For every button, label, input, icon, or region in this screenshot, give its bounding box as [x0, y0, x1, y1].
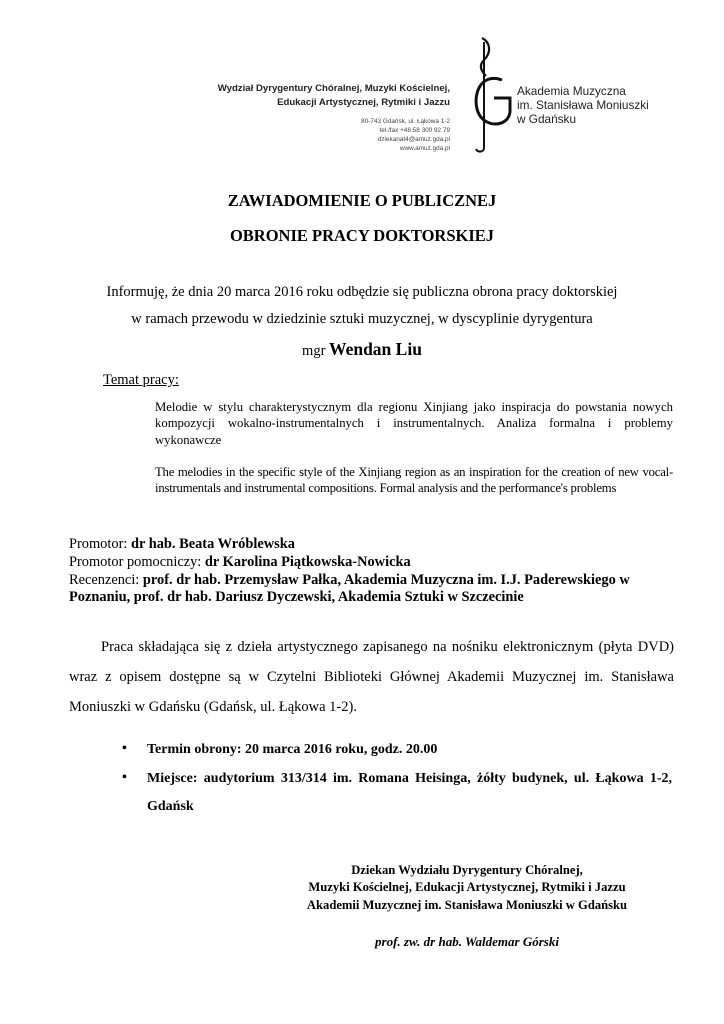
intro-line2: w ramach przewodu w dziedzinie sztuki muzycznej, w dyscyplinie dyrygentura — [131, 311, 593, 327]
defense-place: Miejsce: audytorium 313/314 im. Romana Heisinga, żółty budynek, ul. Łąkowa 1-2, Gdańsk — [147, 771, 672, 814]
candidate-line — [0, 339, 724, 360]
defense-date: Termin obrony: 20 marca 2016 roku, godz. 20.00 — [147, 742, 438, 757]
document-title-line1: ZAWIADOMIENIE O PUBLICZNEJ — [227, 191, 497, 210]
address: 80-743 Gdańsk, ul. Łąkowa 1-2 — [361, 118, 450, 125]
availability-paragraph: Praca składająca się z dzieła artystycznego zapisanego na nośniku elektronicznym (płyta DVD) wraz z opisem dostępne są w Czytelni Biblioteki Głównej Akademii Muzycznej im. Stanisława Moniuszki w Gdańsku (Gdańsk, ul. Łąkowa 1-2). — [69, 639, 674, 715]
document-title-line2: OBRONIE PRACY DOKTORSKIEJ — [229, 226, 495, 245]
phone: tel./fax +48 58 300 92 79 — [379, 127, 450, 134]
assistant-label: Promotor pomocniczy: — [69, 553, 202, 570]
academy-line: im. Stanisława Moniuszki — [517, 98, 649, 112]
dean-name: prof. zw. dr hab. Waldemar Górski — [375, 934, 559, 949]
assistant-row — [69, 554, 681, 572]
department-name — [218, 82, 450, 110]
candidate-title: mgr — [302, 343, 326, 359]
department-line: Wydział Dyrygentury Chóralnej, Muzyki Kościelnej, — [217, 83, 450, 94]
promotor-name: dr hab. Beata Wróblewska — [130, 536, 295, 552]
topic-polish: Melodie w stylu charakterystycznym dla regionu Xinjiang jako inspiracja do powstania nowych kompozycji wokalno-instrumentalnych i instrumentalnych. Analiza formalna i problemy wykonawcze — [155, 400, 673, 447]
academy-line: w Gdańsku — [517, 112, 577, 126]
reviewers-label: Recenzenci: — [69, 571, 140, 588]
academy-logo-icon — [470, 36, 516, 154]
contact-info — [361, 117, 450, 153]
assistant-name: dr Karolina Piątkowska-Nowicka — [204, 553, 411, 570]
signature-block — [250, 862, 684, 914]
reviewers-names: prof. dr hab. Przemysław Pałka, Akademia Muzyczna im. I.J. Paderewskiego w Poznaniu, prof. dr hab. Dariusz Dyczewski, Akademia Sztuki w Szczecinie — [69, 571, 630, 606]
signature-line: Dziekan Wydziału Dyrygentury Chóralnej, — [351, 863, 583, 877]
promotor-label: Promotor: — [69, 536, 128, 552]
people-section — [69, 536, 681, 607]
bullet-icon: • — [122, 770, 127, 785]
topic-label: Temat pracy: — [103, 372, 179, 388]
intro-line1: Informuję, że dnia 20 marca 2016 roku odbędzie się publiczna obrona pracy doktorskiej — [106, 284, 618, 300]
candidate-name: Wendan Liu — [329, 339, 422, 359]
bullet-icon: • — [122, 741, 127, 756]
academy-line: Akademia Muzyczna — [517, 84, 626, 98]
signature-line: Akademii Muzycznej im. Stanisława Moniuszki w Gdańsku — [306, 897, 628, 912]
website: www.amuz.gda.pl — [399, 145, 450, 152]
department-line: Edukacji Artystycznej, Rytmiki i Jazzu — [277, 97, 450, 108]
email: dziekanat4@amuz.gda.pl — [377, 136, 450, 143]
reviewers-row — [69, 572, 681, 608]
signature-line: Muzyki Kościelnej, Edukacji Artystycznej, Rytmiki i Jazzu — [308, 880, 626, 895]
promotor-row — [69, 536, 681, 554]
academy-name — [517, 84, 649, 126]
topic-english: The melodies in the specific style of the Xinjiang region as an inspiration for the creation of new vocal-instrumentals and instrumental compositions. Formal analysis and the performance's problems — [155, 465, 673, 496]
